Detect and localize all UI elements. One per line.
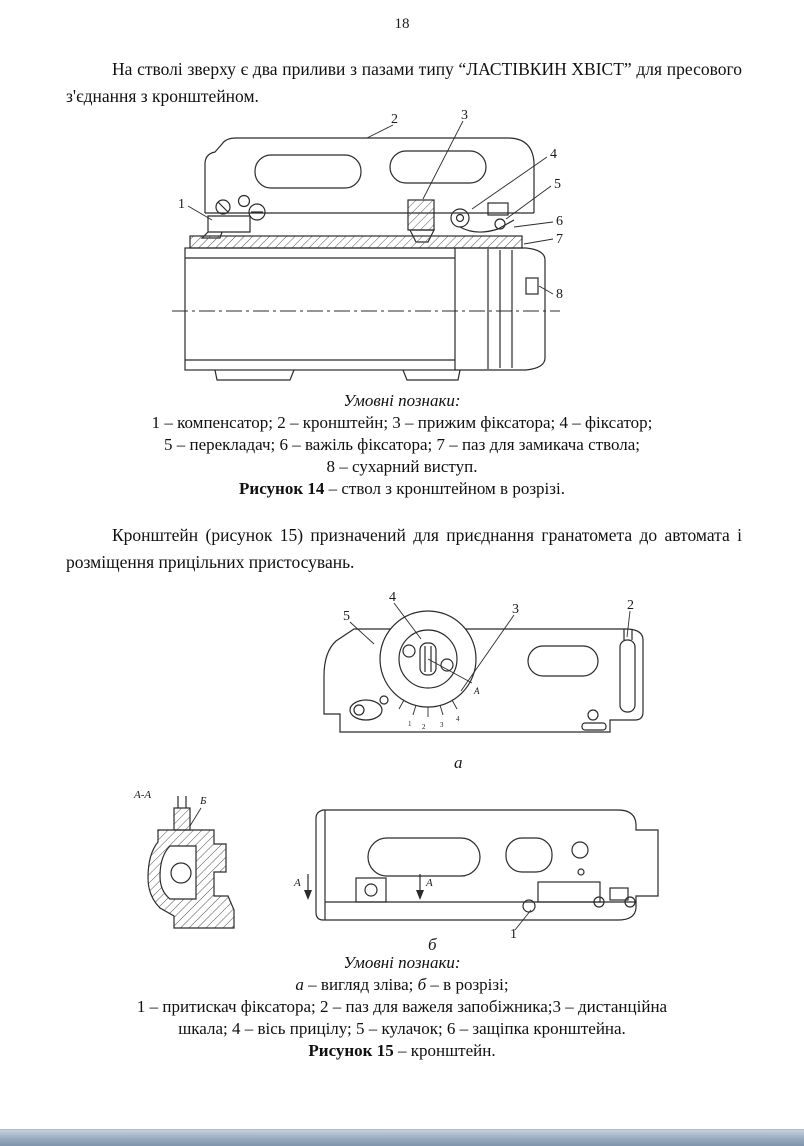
fig15a-callout-3: 3 [512,602,519,617]
detail-a-a-label: А-А [134,789,152,801]
figure15-legend-line: шкала; 4 – вісь прицілу; 5 – кулачок; 6 – защіпка кронштейна. [178,1019,626,1038]
figure14-caption-number: Рисунок 14 [239,479,325,498]
figure-15-view-a-drawing [288,584,658,779]
bracket-outline [205,138,534,213]
figure-15-view-b-drawing [118,778,678,956]
detail-b-label: Б [200,795,207,807]
compensator-latch [202,196,265,239]
scale-digit: 2 [422,723,426,731]
figure14-legend-line: 8 – сухарний виступ. [326,457,478,476]
figure15-legend [0,952,804,1062]
figure15-caption-text: – кронштейн. [393,1041,496,1060]
section-letter-right: А [426,877,433,889]
fig14-leader-lines [188,121,553,294]
fig14-linework [172,121,560,380]
bracket-latch-parts [523,882,635,912]
fig15b-linework [148,796,658,930]
paragraph-intro-barrel: На стволі зверху є два приливи з пазами типу “ЛАСТІВКИН ХВІСТ” для пресового з'єднання з кронштейном. [66,59,742,106]
cam-lobe [350,696,388,720]
view-a-desc: – вигляд зліва; [303,975,418,994]
figure14-caption [0,478,804,500]
bracket-section-outline [316,810,658,920]
fig15a-callout-4: 4 [389,590,396,605]
barrel-outline [172,236,560,380]
bottom-bar [0,1129,804,1146]
scale-digit: 3 [440,721,444,729]
fig14-callout-8: 8 [556,287,563,302]
fig15a-linework [324,603,643,732]
page-number: 18 [394,16,410,32]
fig14-callout-7: 7 [556,232,563,247]
fig14-callout-4: 4 [550,147,557,162]
fig14-callout-1: 1 [178,197,185,212]
fig14-callout-3: 3 [461,108,468,123]
section-letter-left: А [294,877,301,889]
view-a-ref: а [295,975,304,994]
bracket-plate-outline [324,629,643,732]
figure14-caption-text: – ствол з кронштейном в розрізі. [324,479,565,498]
section-a-a-detail [148,796,234,928]
figure14-legend-title: Умовні познаки: [343,391,461,410]
figure15-caption-number: Рисунок 15 [308,1041,394,1060]
scale-letter: А [474,686,480,696]
fig15a-callout-5: 5 [343,609,350,624]
figure15-legend-title: Умовні познаки: [343,953,461,972]
fig14-callout-2: 2 [391,112,398,127]
view-a-label: а [454,753,463,772]
fig14-callout-6: 6 [556,214,563,229]
scale-digit: 1 [408,720,412,728]
plate-slots [528,629,635,730]
fig14-callout-5: 5 [554,177,561,192]
figure15-legend-line: 1 – притискач фіксатора; 2 – паз для важеля запобіжника;3 – дистанційна [136,997,668,1016]
fig15a-callout-2: 2 [627,598,634,613]
view-b-ref: б [417,975,427,994]
view-b-label: б [428,935,437,954]
view-b-desc: – в розрізі; [426,975,509,994]
figure-14-drawing [160,108,580,398]
fig15b-callout-1: 1 [510,927,517,942]
figure15-views-line [0,974,804,996]
figure14-legend-line: 5 – перекладач; 6 – важіль фіксатора; 7 – паз для замикача ствола; [163,435,641,454]
figure14-legend-line: 1 – компенсатор; 2 – кронштейн; 3 – прижим фіксатора; 4 – фіксатор; [151,413,653,432]
scale-digit: 4 [456,715,460,723]
paragraph-intro-bracket: Кронштейн (рисунок 15) призначений для приєднання гранатомета до автомата і розміщення прицільних пристосувань. [66,525,742,572]
figure14-legend [0,390,804,500]
figure15-caption [0,1040,804,1062]
